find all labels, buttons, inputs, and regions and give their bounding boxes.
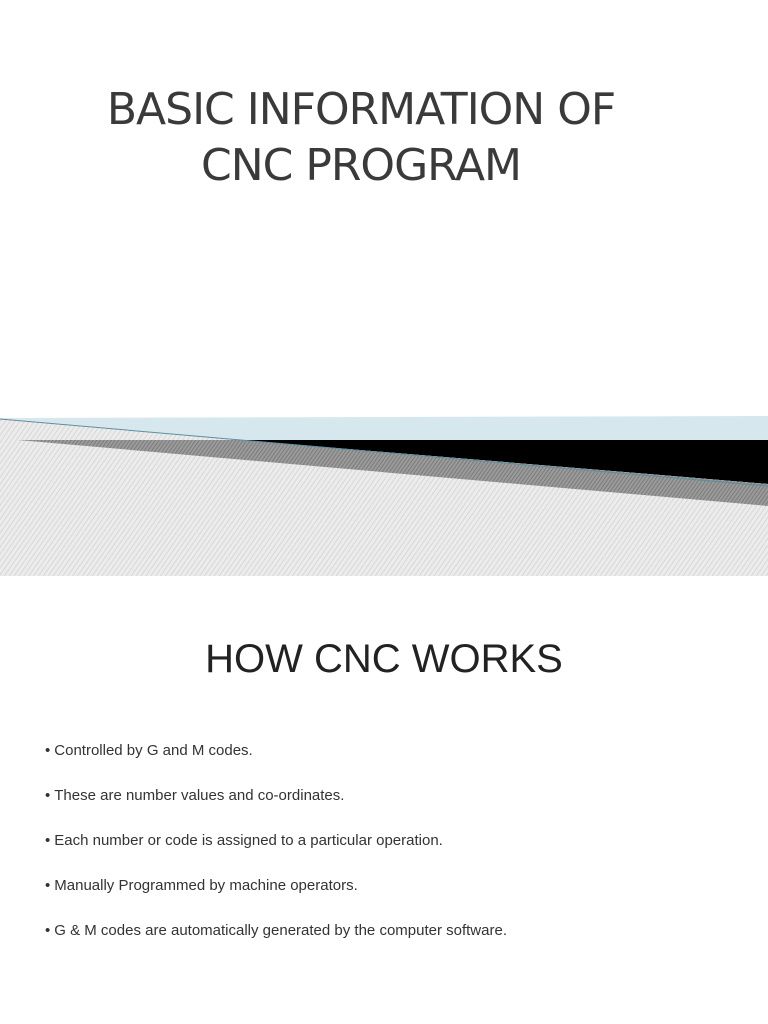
bullet-marker: •: [45, 922, 51, 939]
slide-how-cnc-works: [0, 576, 768, 1024]
slide-heading: HOW CNC WORKS: [205, 637, 563, 681]
list-item: [45, 741, 507, 786]
bullet-marker: •: [45, 787, 51, 804]
bullet-marker: •: [45, 742, 51, 759]
bullet-text: G & M codes are automatically generated by the computer software.: [54, 922, 507, 939]
list-item: [45, 786, 507, 831]
title-line-1: BASIC INFORMATION OF: [106, 84, 616, 135]
slide-title-heading: [0, 82, 722, 194]
decorative-wave-band: [0, 400, 768, 576]
bullet-text: Manually Programmed by machine operators.: [54, 877, 358, 894]
bullet-marker: •: [45, 877, 51, 894]
bullet-marker: •: [45, 832, 51, 849]
bullet-text: These are number values and co-ordinates.: [54, 787, 345, 804]
bullet-text: Controlled by G and M codes.: [54, 742, 253, 759]
title-line-2: CNC PROGRAM: [200, 140, 522, 191]
bullet-list: [45, 741, 507, 966]
bullet-text: Each number or code is assigned to a particular operation.: [54, 832, 443, 849]
list-item: [45, 876, 507, 921]
list-item: [45, 921, 507, 966]
list-item: [45, 831, 507, 876]
